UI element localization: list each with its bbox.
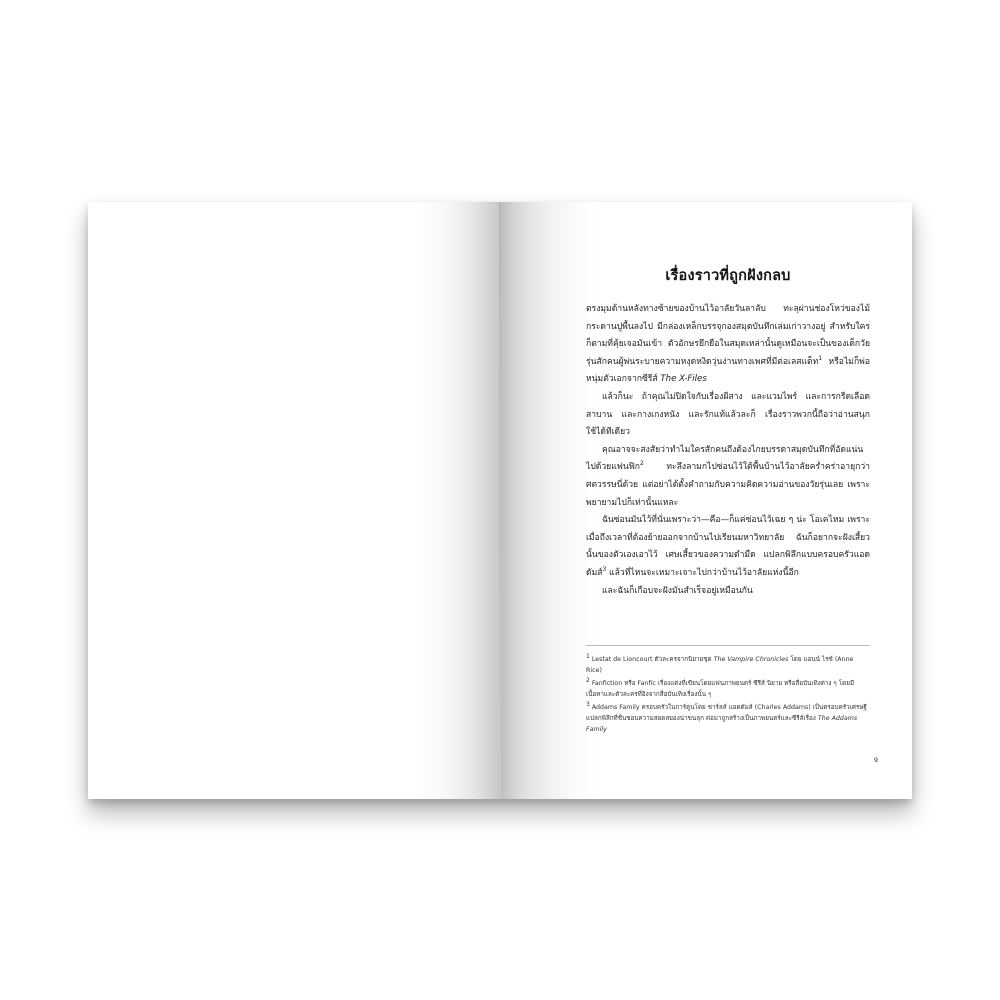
- paragraph-2: [586, 389, 870, 442]
- footnote-marker: 2: [586, 676, 590, 684]
- chapter-content: [586, 264, 870, 600]
- footnote-marker: 1: [586, 652, 590, 660]
- paragraph-4: [586, 512, 870, 582]
- paragraph-text-cont: แล้วที่ไหนจะเหมาะเจาะไปกว่าบ้านไว้อาลัยแห่งนี้อีก: [606, 567, 799, 578]
- open-book: [88, 202, 912, 799]
- paragraph-text: ตรงมุมด้านหลังทางซ้ายของบ้านไว้อาลัยวันลาลับ ทะลุผ่านช่องโหว่ของไม้กระดานปูพื้นลงไป มีกล่องเหล็กบรรจุกองสมุดบันทึกเล่มเก่าวางอยู่ สำหรับใครก็ตามที่คุ้ยเจอมันเข้า ตัวอักษรยึกยือในสมุดเหล่านั้นดูเหมือนจะเป็นของเด็กวัยรุ่นสักคนผู้พ่นระบายความหงุดหงิดวุ่นง่านทางเพศที่มีต่อเลสแต็ท: [586, 304, 870, 367]
- footnote-italic-title: The Addams Family: [586, 715, 858, 734]
- footnote-text: Fanfiction หรือ Fanfic เรื่องแต่งที่เขียนโดยแฟนภาพยนตร์ ซีรีส์ นิยาย หรือสื่อบันเทิงต่าง ๆ โดยมีเนื้อหาและตัวละครที่อิงจากสื่อบันเทิงเรื่องนั้น ๆ: [586, 679, 855, 699]
- paragraph-3: [586, 442, 870, 512]
- paragraph-text: คุณอาจจะสงสัยว่าทำไมใครสักคนถึงต้องไกยบรรดาสมุดบันทึกที่อัดแน่นไปด้วยแฟนฟิก: [586, 444, 864, 473]
- paragraph-text: และฉันก็เกือบจะฝังมันสำเร็จอยู่เหมือนกัน: [602, 585, 753, 596]
- paragraph-text-cont: ทะลึงลามกไปซ่อนไว้ใต้พื้นบ้านไว้อาลัยคร่ำคร่าอายุกว่าศตวรรษนี่ด้วย แต่อย่าได้ตั้งคำถามกับความคิดความอ่านของวัยรุ่นเลย เพราะพยายามไปก็เท่านั้นแหละ: [586, 462, 870, 508]
- footnote-ref-3: 3: [602, 566, 607, 574]
- footnote-text: Lestat de Lioncourt ตัวละครจากนิยายชุด: [589, 656, 714, 663]
- paragraph-5: [586, 583, 870, 601]
- footnotes: [586, 645, 870, 737]
- footnote-2: [586, 678, 870, 701]
- footnote-ref-2: 2: [640, 460, 644, 468]
- paragraph-1: [586, 301, 870, 389]
- footnote-1: [586, 654, 870, 677]
- footnote-ref-1: 1: [818, 354, 823, 362]
- footnote-italic-title: The Vampire Chronicles: [713, 656, 789, 663]
- footnote-text-tail: โดย แอนน์ ไรซ์ (Anne Rice): [586, 656, 854, 675]
- body-text: [586, 301, 870, 600]
- left-page-blank: [88, 202, 500, 799]
- right-page: [500, 202, 912, 799]
- italic-title: The X-Files: [660, 374, 707, 385]
- footnote-3: [586, 702, 870, 736]
- paragraph-text-cont: หรือไม่ก็พ่อหนุ่มตัวเอกจากซีรีส์: [586, 356, 870, 385]
- paragraph-text: แล้วก็นะ ถ้าคุณไม่ปิดใจกับเรื่องผีสาง และแวมไพร์ และการกรีดเลือดสาบาน และกางเกงหนัง และรักแท้แล้วละก็ เรื่องราวพวกนี้ถือว่าอ่านสนุกใช้ได้ทีเดียว: [586, 391, 870, 438]
- page-number: 9: [873, 756, 878, 764]
- paragraph-text: ฉันซ่อนมันไว้ที่นั่นเพราะว่า—คือ—ก็แค่ซ่อนไว้เฉย ๆ น่ะ โอเคไหม เพราะเมื่อถึงเวลาที่ต้องย้ายออกจากบ้านไปเรียนมหาวิทยาลัย ฉันก็อยากจะฝังเสี้ยวนั้นของตัวเองเอาไว้ เศษเสี้ยวของความดำมืด แปลกพิลึกแบบครอบครัวแอดดัมส์: [586, 515, 870, 578]
- footnote-text: Addams Family ครอบครัวในการ์ตูนโดย ชาร์ลส์ แอดดัมส์ (Charles Addams) เป็นครอบครัวเศรษฐีแปลกพิลึกที่ชื่นชอบความสยดสยองน่าขนลุก ต่อมาถูกสร้างเป็นภาพยนตร์และซีรีส์เรื่อง: [586, 703, 867, 723]
- footnote-marker: 3: [586, 700, 590, 708]
- chapter-title: เรื่องราวที่ถูกฝังกลบ: [665, 268, 791, 284]
- book-gutter: [499, 202, 501, 799]
